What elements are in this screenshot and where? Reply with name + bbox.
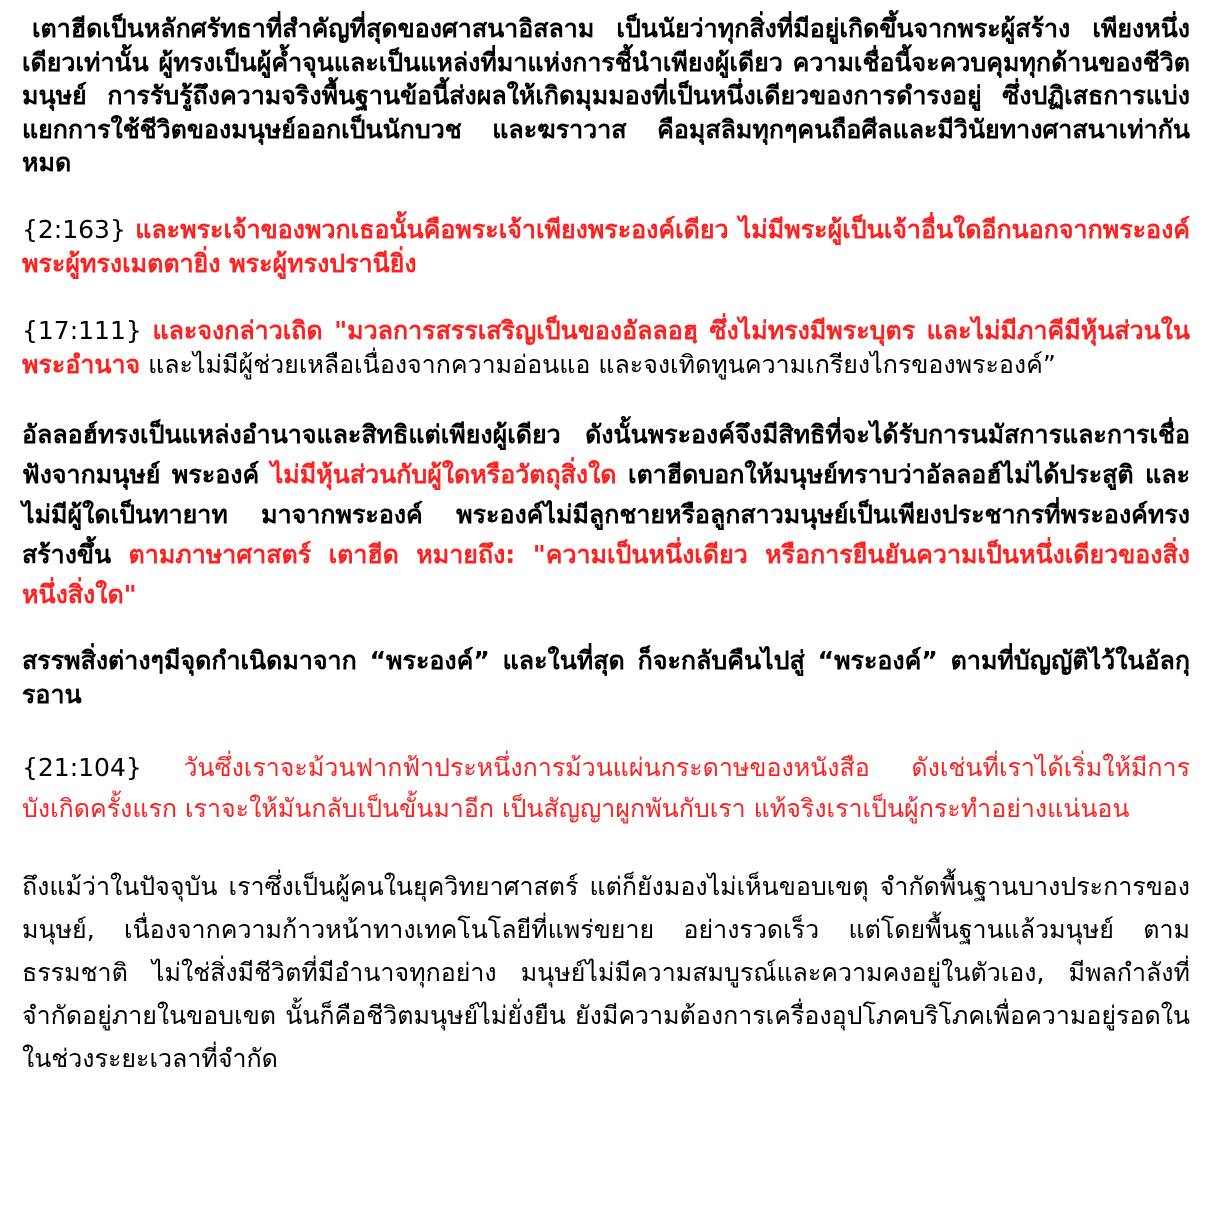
verse-text: และจงกล่าวเถิด "มวลการสรรเสริญเป็นของอัลลอฮฺ ซึ่งไม่ทรงมีพระบุตร และไม่มีภาคีมีหุ้นส่วนในพระอำนาจ (22, 315, 1191, 379)
paragraph-verse-21-104 (22, 747, 1190, 829)
verse-reference: {21:104} (22, 752, 142, 782)
verse-text: และพระเจ้าของพวกเธอนั้นคือพระเจ้าเพียงพระองค์เดียว ไม่มีพระผู้เป็นเจ้าอื่นใดอีกนอกจากพระองค์ พระผู้ทรงเมตตายิ่ง พระผู้ทรงปรานียิ่ง (22, 214, 1190, 278)
verse-continuation: และไม่มีผู้ช่วยเหลือเนื่องจากความอ่อนแอ และจงเทิดทูนความเกรียงไกรของพระองค์” (148, 349, 1056, 379)
highlight-linguistic-meaning: ตามภาษาศาสตร์ เตาฮีด หมายถึง: "ความเป็นหนึ่งเดียว หรือการยืนยันความเป็นหนึ่งเดียวของสิ่งหนึ่งสิ่งใด" (22, 539, 1190, 609)
paragraph-allah-authority (22, 415, 1190, 615)
paragraph-origin-return (22, 644, 1190, 712)
paragraph-tawhid-definition (22, 12, 1190, 180)
paragraph-text: สรรพสิ่งต่างๆมีจุดกำเนิดมาจาก “พระองค์” และในที่สุด ก็จะกลับคืนไปสู่ “พระองค์” ตามที่บัญญัติไว้ในอัลกุรอาน (22, 645, 1190, 709)
paragraph-text: ถึงแม้ว่าในปัจจุบัน เราซึ่งเป็นผู้คนในยุควิทยาศาสตร์ แต่ก็ยังมองไม่เห็นขอบเขตุ จำกัดพื้นฐานบางประการของมนุษย์, เนื่องจากความก้าวหน้าทางเทคโนโลยีที่แพร่ขยาย อย่างรวดเร็ว แต่โดยพื้นฐานแล้วมนุษย์ ตามธรรมชาติ ไม่ใช่สิ่งมีชีวิตที่มีอำนาจทุกอย่าง มนุษย์ไม่มีความสมบูรณ์และความคงอยู่ในตัวเอง, มีพลกำลังที่จำกัดอยู่ภายในขอบเขต นั้นก็คือชีวิตมนุษย์ไม่ยั่งยืน ยังมีความต้องการเครื่องอุปโภคบริโภคเพื่อความอยู่รอดในในช่วงระยะเวลาที่จำกัด (22, 871, 1190, 1073)
highlight-no-partner: ไม่มีหุ้นส่วนกับผู้ใดหรือวัตถุสิ่งใด (270, 459, 617, 489)
paragraph-text-part1: อัลลอฮ์ทรงเป็นแหล่งอำนาจและสิทธิแต่เพียงผู้เดียว ดังนั้นพระองค์จึงมีสิทธิที่จะได้รับการนมัสการและการเชื่อฟังจากมนุษย์ พระองค์ (22, 419, 1190, 489)
verse-text: วันซึ่งเราจะม้วนฟากฟ้าประหนึ่งการม้วนแผ่นกระดาษของหนังสือ ดังเช่นที่เราได้เริ่มให้มีการบังเกิดครั้งแรก เราจะให้มันกลับเป็นขั้นมาอีก เป็นสัญญาผูกพันกับเรา แท้จริงเราเป็นผู้กระทำอย่างแน่นอน (22, 752, 1191, 823)
paragraph-text: เตาฮีดเป็นหลักศรัทธาที่สำคัญที่สุดของศาสนาอิสลาม เป็นนัยว่าทุกสิ่งที่มีอยู่เกิดขึ้นจากพระผู้สร้าง เพียงหนึ่งเดียวเท่านั้น ผู้ทรงเป็นผู้ค้ำจุนและเป็นแหล่งที่มาแห่งการชี้นำเพียงผู้เดียว ความเชื่อนี้จะควบคุมทุกด้านของชีวิตมนุษย์ การรับรู้ถึงความจริงพื้นฐานข้อนี้ส่งผลให้เกิดมุมมองที่เป็นหนึ่งเดียวของการดำรงอยู่ ซึ่งปฏิเสธการแบ่งแยกการใช้ชีวิตของมนุษย์ออกเป็นนักบวช และฆราวาส คือมุสลิมทุกๆคนถือศีลและมีวินัยทางศาสนาเท่ากันหมด (22, 14, 1190, 177)
paragraph-text-part2: เตาฮีดบอกให้มนุษย์ทราบว่าอัลลอฮ์ไม่ได้ประสูติ และไม่มีผู้ใดเป็นทายาท มาจากพระองค์ พระองค์ไม่มีลูกชายหรือลูกสาวมนุษย์เป็นเพียงประชากรที่พระองค์ทรงสร้างขึ้น (22, 459, 1190, 569)
paragraph-human-limits (22, 865, 1190, 1080)
paragraph-verse-2-163 (22, 213, 1190, 281)
verse-reference: {2:163} (22, 214, 126, 244)
verse-reference: {17:111} (22, 315, 142, 345)
paragraph-verse-17-111 (22, 314, 1190, 382)
